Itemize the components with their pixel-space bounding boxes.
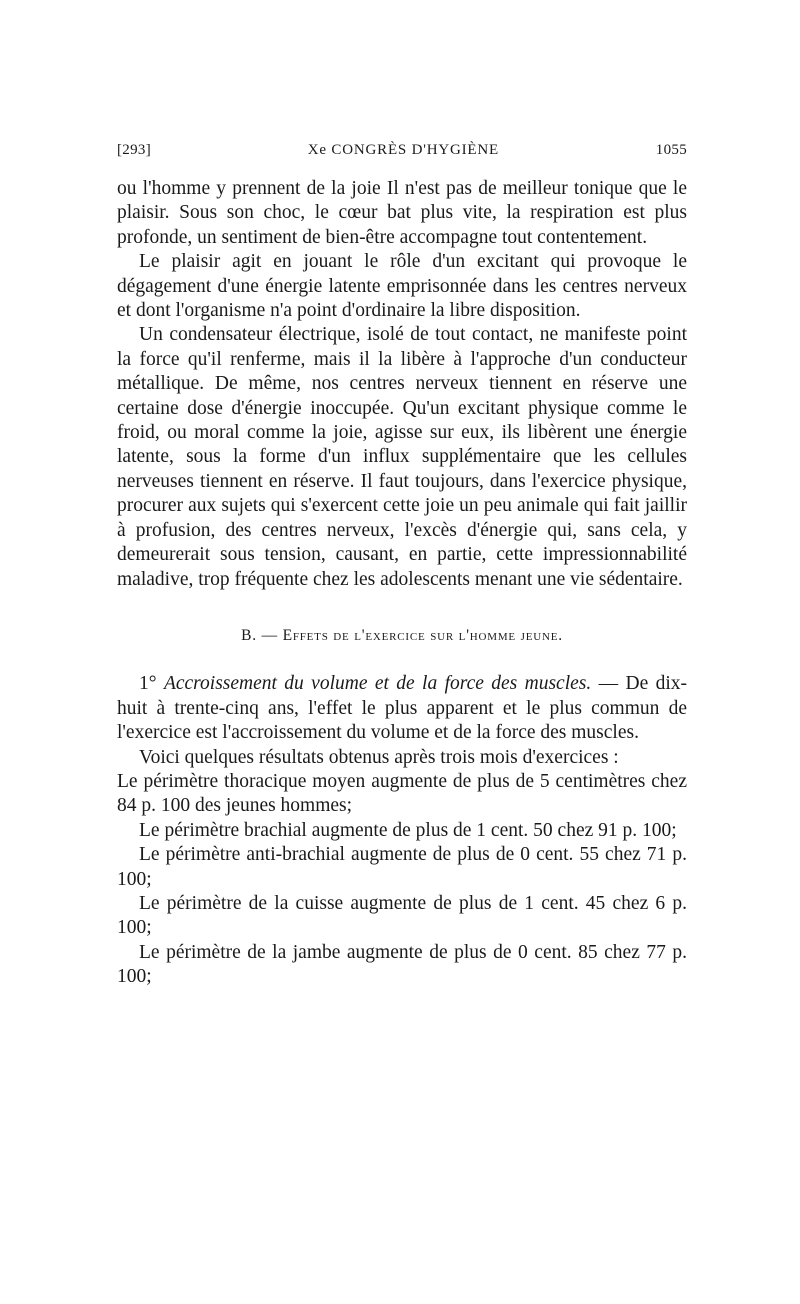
running-title: Xe CONGRÈS D'HYGIÈNE	[307, 142, 499, 158]
subsection-text: — De dix-huit à trente-cinq ans, l'effet le plus apparent et le plus commun de l'exercice est l'accroissement du volume et de la force des muscles.	[117, 673, 688, 744]
page-number: 1055	[655, 142, 687, 158]
result-brachial: Le périmètre brachial augmente de plus de 1 cent. 50 chez 91 p. 100;	[139, 819, 677, 841]
subsection-number: 1°	[139, 673, 157, 695]
section-heading	[117, 624, 687, 648]
result-thoracic: Le périmètre thoracique moyen augmente de plus de 5 centimètres chez 84 p. 100 des jeunes hommes;	[117, 770, 687, 817]
running-header	[117, 142, 687, 164]
section-letter: B. —	[241, 626, 278, 644]
section-title: Effets de l'exercice sur l'homme jeune.	[282, 626, 563, 644]
subsection-paragraph	[117, 672, 687, 745]
subsection-title: Accroissement du volume et de la force des muscles.	[163, 673, 592, 695]
main-text	[117, 177, 687, 990]
result-thigh: Le périmètre de la cuisse augmente de plus de 1 cent. 45 chez 6 p. 100;	[117, 892, 687, 939]
results-intro: Voici quelques résultats obtenus après trois mois d'exercices :	[139, 746, 619, 768]
result-leg: Le périmètre de la jambe augmente de plus de 0 cent. 85 chez 77 p. 100;	[117, 941, 687, 988]
result-antibrachial: Le périmètre anti-brachial augmente de plus de 0 cent. 55 chez 71 p. 100;	[117, 844, 687, 890]
page-reference: [293]	[117, 142, 151, 158]
book-page	[117, 142, 687, 990]
paragraph-continuation: ou l'homme y prennent de la joie Il n'est pas de meilleur tonique que le plaisir. Sous son choc, le cœur bat plus vite, la respiration est plus profonde, un sentiment de bien-être accompagne tout contentement.	[117, 178, 687, 248]
paragraph-pleasure: Le plaisir agit en jouant le rôle d'un excitant qui provoque le dégagement d'une énergie latente emprisonnée dans les centres nerveux et dont l'organisme n'a point d'ordinaire la libre disposition.	[117, 251, 687, 322]
paragraph-condenser: Un condensateur électrique, isolé de tout contact, ne manifeste point la force qu'il renferme, mais il la libère à l'approche d'un conducteur métallique. De même, nos centres nerveux tiennent en réserve une certaine dose d'énergie inoccupée. Qu'un excitant physique comme le froid, ou moral comme la joie, agisse sur eux, ils libèrent une énergie latente, sous la forme d'un influx supplémentaire que les cellules nerveuses tiennent en réserve. Il faut toujours, dans l'exercice physique, procurer aux sujets qui s'exercent cette joie un peu animale qui fait jaillir à profusion, des centres nerveux, l'excès d'énergie qui, sans cela, y demeurerait sous tension, causant, en partie, cette impressionnabilité maladive, trop fréquente chez les adolescents menant une vie sédentaire.	[117, 324, 687, 590]
